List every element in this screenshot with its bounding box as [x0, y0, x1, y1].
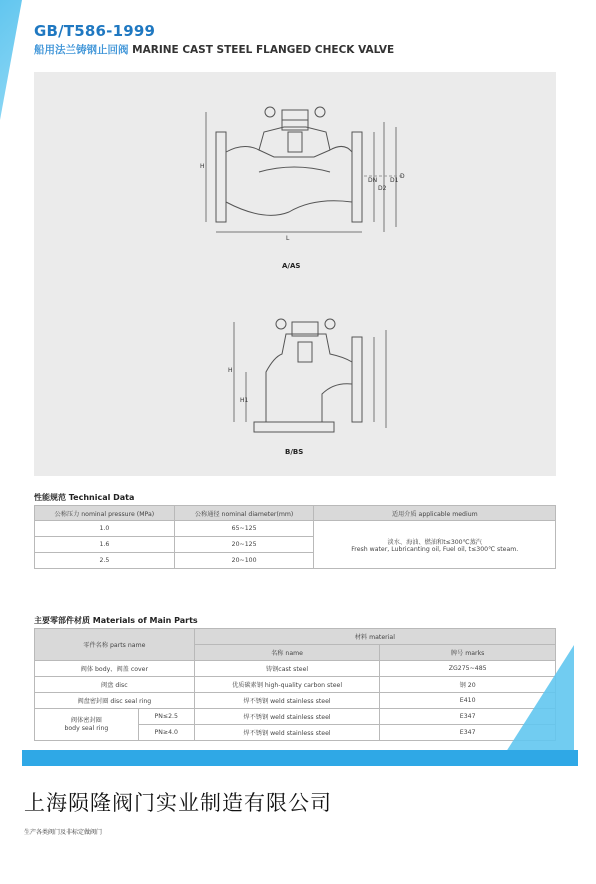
pn-cell: PN≤2.5 — [138, 709, 194, 725]
technical-data-table — [34, 505, 556, 569]
medium-en: Fresh water, Lubricanting oil, Fuel oil, t≤300℃ steam. — [351, 545, 519, 553]
technical-data-title: 性能规范 Technical Data — [34, 493, 135, 502]
accent-bar — [22, 750, 578, 766]
pn-cell: PN≥4.0 — [138, 725, 194, 741]
table-row — [35, 693, 556, 709]
dim-label-l: L — [286, 235, 290, 242]
product-title-cn: 船用法兰铸钢止回阀 — [34, 44, 129, 56]
dim-label-d1: D1 — [390, 177, 399, 184]
marks-cell: ZG275~485 — [380, 661, 556, 677]
marks-cell: 钢 20 — [380, 677, 556, 693]
fig-b-bolt-left — [276, 319, 286, 329]
name-cell: 焊不锈钢 weld stainless steel — [194, 693, 380, 709]
dim-label-h: H — [200, 163, 205, 170]
dim-label-dn: DN — [368, 177, 378, 184]
fig-b-body — [266, 334, 352, 422]
technical-header-row — [35, 506, 556, 521]
fig-a-bolt-left — [265, 107, 275, 117]
fig-a-bolt-right — [315, 107, 325, 117]
medium-cn: 淡水、海油、燃油和t≤300℃蒸汽 — [387, 538, 482, 546]
diameter-cell: 20~125 — [174, 537, 314, 553]
fig-a-left-flange — [216, 132, 226, 222]
name-cell: 焊不锈钢 weld stainless steel — [194, 709, 380, 725]
table-row — [35, 677, 556, 693]
col-header-part: 零件名称 parts name — [35, 629, 195, 661]
company-name: 上海陨隆阀门实业制造有限公司 — [24, 791, 332, 815]
dim-label-h-b: H — [228, 367, 233, 374]
marks-cell: E347 — [380, 725, 556, 741]
name-cell: 焊不锈钢 weld stainless steel — [194, 725, 380, 741]
medium-cell — [314, 521, 556, 569]
valve-drawings — [34, 72, 556, 476]
col-header-medium: 适用介质 applicable medium — [314, 506, 556, 521]
pressure-cell: 2.5 — [35, 553, 175, 569]
footer-note: 生产各类阀门及非标定做阀门 — [24, 829, 103, 836]
col-header-diameter: 公称通径 nominal diameter(mm) — [174, 506, 314, 521]
materials-table — [34, 628, 556, 741]
fig-b-side-flange — [352, 337, 362, 422]
part-cell: 阀盘密封圈 disc seal ring — [35, 693, 195, 709]
product-title-en: MARINE CAST STEEL FLANGED CHECK VALVE — [132, 44, 395, 56]
corner-decoration — [0, 0, 22, 120]
table-row — [35, 521, 556, 537]
table-row — [35, 709, 556, 725]
standard-code: GB/T586-1999 — [34, 22, 156, 40]
figure-a-label: A/AS — [282, 262, 301, 270]
part-cell: 阀体 body、阀盖 cover — [35, 661, 195, 677]
materials-title: 主要零部件材质 Materials of Main Parts — [34, 616, 198, 625]
diameter-cell: 65~125 — [174, 521, 314, 537]
col-header-marks: 牌号 marks — [380, 645, 556, 661]
table-row — [35, 661, 556, 677]
pressure-cell: 1.0 — [35, 521, 175, 537]
materials-header-row — [35, 629, 556, 645]
dim-label-d2: D2 — [378, 185, 387, 192]
fig-b-bolt-right — [325, 319, 335, 329]
marks-cell: E347 — [380, 709, 556, 725]
part-cell: 阀盘 disc — [35, 677, 195, 693]
col-header-name: 名称 name — [194, 645, 380, 661]
product-title — [34, 42, 394, 57]
col-header-pressure: 公称压力 nominal pressure (MPa) — [35, 506, 175, 521]
body-seal-cell: 阀体密封圈 body seal ring — [35, 709, 139, 741]
name-cell: 优质碳素钢 high-quality carbon steel — [194, 677, 380, 693]
dim-label-h1: H1 — [240, 397, 249, 404]
pressure-cell: 1.6 — [35, 537, 175, 553]
dim-label-d: D — [400, 173, 405, 180]
col-header-material: 材料 material — [194, 629, 555, 645]
fig-a-body-bottom — [226, 201, 352, 216]
name-cell: 铸钢cast steel — [194, 661, 380, 677]
diameter-cell: 20~100 — [174, 553, 314, 569]
fig-a-body-top — [226, 127, 352, 152]
figure-b-label: B/BS — [285, 448, 304, 456]
page-header — [34, 22, 394, 57]
drawing-panel — [34, 72, 556, 476]
fig-b-bottom-flange — [254, 422, 334, 432]
fig-a-right-flange — [352, 132, 362, 222]
marks-cell: E410 — [380, 693, 556, 709]
